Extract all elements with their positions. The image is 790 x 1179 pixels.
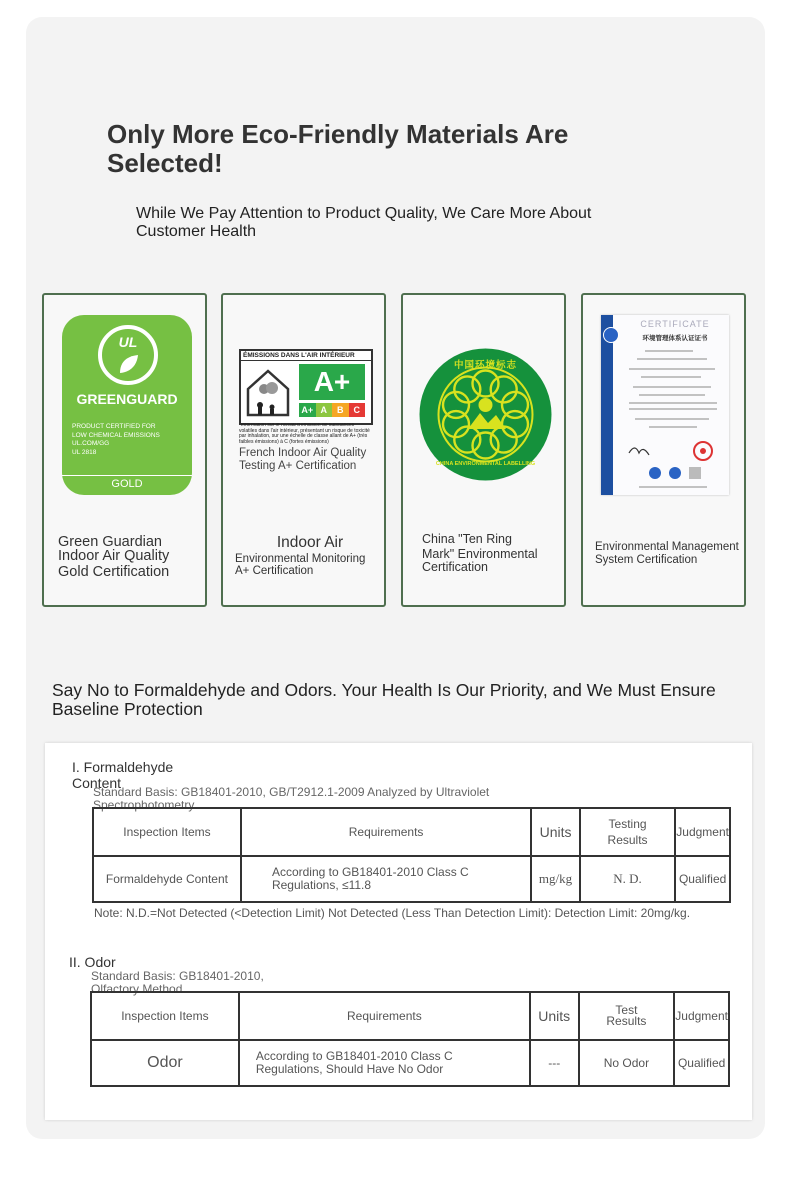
cert-caption: Green Guardian Indoor Air Quality Gold Certification [58,534,170,580]
section-2-heading: Say No to Formaldehyde and Odors. Your Health Is Our Priority, and We Must Ensure Baseline Protection [52,680,716,719]
odor-title: II. Odor [69,954,116,970]
cert-card-greenguard [42,293,207,607]
cert-caption: Environmental Management System Certification [595,541,739,566]
ul-leaf-icon: UL [98,325,158,385]
house-icon [244,365,292,417]
test-report [45,743,752,1120]
cert-caption: Indoor Air Environmental Monitoring A+ Certification [235,534,366,578]
table-row: Formaldehyde Content According to GB18401-2010 Class C Regulations, ≤11.8 mg/kg N. D. Qualified [93,856,730,902]
certificate-seal-icon [603,327,619,343]
formaldehyde-table [92,807,731,903]
certificate-document: CERTIFICATE 环境管理体系认证证书 [601,315,729,495]
page-subheadline: While We Pay Attention to Product Quality, We Care More About Customer Health [136,205,592,240]
cert-card-french-a-plus: ÉMISSIONS DANS L'AIR INTÉRIEUR A+ A+ A B C *Information sur le niveau d'émission de substances volatiles dans l'air intérieur, présentant un risque de toxicité par inhalation, sur une échelle de classe allant de A+ (très faibles émissions) à C (fortes émissions) French Indoor Air Quality Testing A+ Certification Indoor Air Environmental Monitoring A+ Certification [221,293,386,607]
page-headline: Only More Eco-Friendly Materials Are Selected! [107,119,569,178]
label-fine-print: *Information sur le niveau d'émission de substances volatiles dans l'air intérieur, présentant un risque de toxicité par inhalation, sur une échelle de classe allant de A+ (très faibles émissions) à C (fortes émissions) [239,423,370,445]
a-plus-label: ÉMISSIONS DANS L'AIR INTÉRIEUR A+ A+ A B C [239,349,373,425]
formaldehyde-title: I. Formaldehyde Content [72,759,174,791]
formaldehyde-note: Note: N.D.=Not Detected (<Detection Limit) Not Detected (Less Than Detection Limit): Detection Limit: 20mg/kg. [94,906,691,920]
table-row: Odor According to GB18401-2010 Class C Regulations, Should Have No Odor --- No Odor Qualified [91,1040,729,1086]
cert-card-china-ten-ring: 中国环境标志 CHINA ENVIRONMENTAL LABELLING China "Ten Ring Mark" Environmental Certification [401,293,566,607]
greenguard-logo: UL GREENGUARD PRODUCT CERTIFIED FOR LOW CHEMICAL EMISSIONS UL.COM/GG UL 2818 GOLD [62,315,192,495]
table-header-row: Inspection Items Requirements Units Testing Results Judgment [93,808,730,856]
cert-caption: China "Ten Ring Mark" Environmental Certification [422,532,538,574]
formaldehyde-basis: Standard Basis: GB18401-2010, GB/T2912.1-2009 Analyzed by Ultraviolet Spectrophotometry [93,785,490,812]
table-header-row: Inspection Items Requirements Units Test Results Judgment [91,992,729,1040]
odor-table [90,991,730,1087]
cert-card-environmental-management [581,293,746,607]
odor-basis: Standard Basis: GB18401-2010, Olfactory Method [91,969,264,996]
